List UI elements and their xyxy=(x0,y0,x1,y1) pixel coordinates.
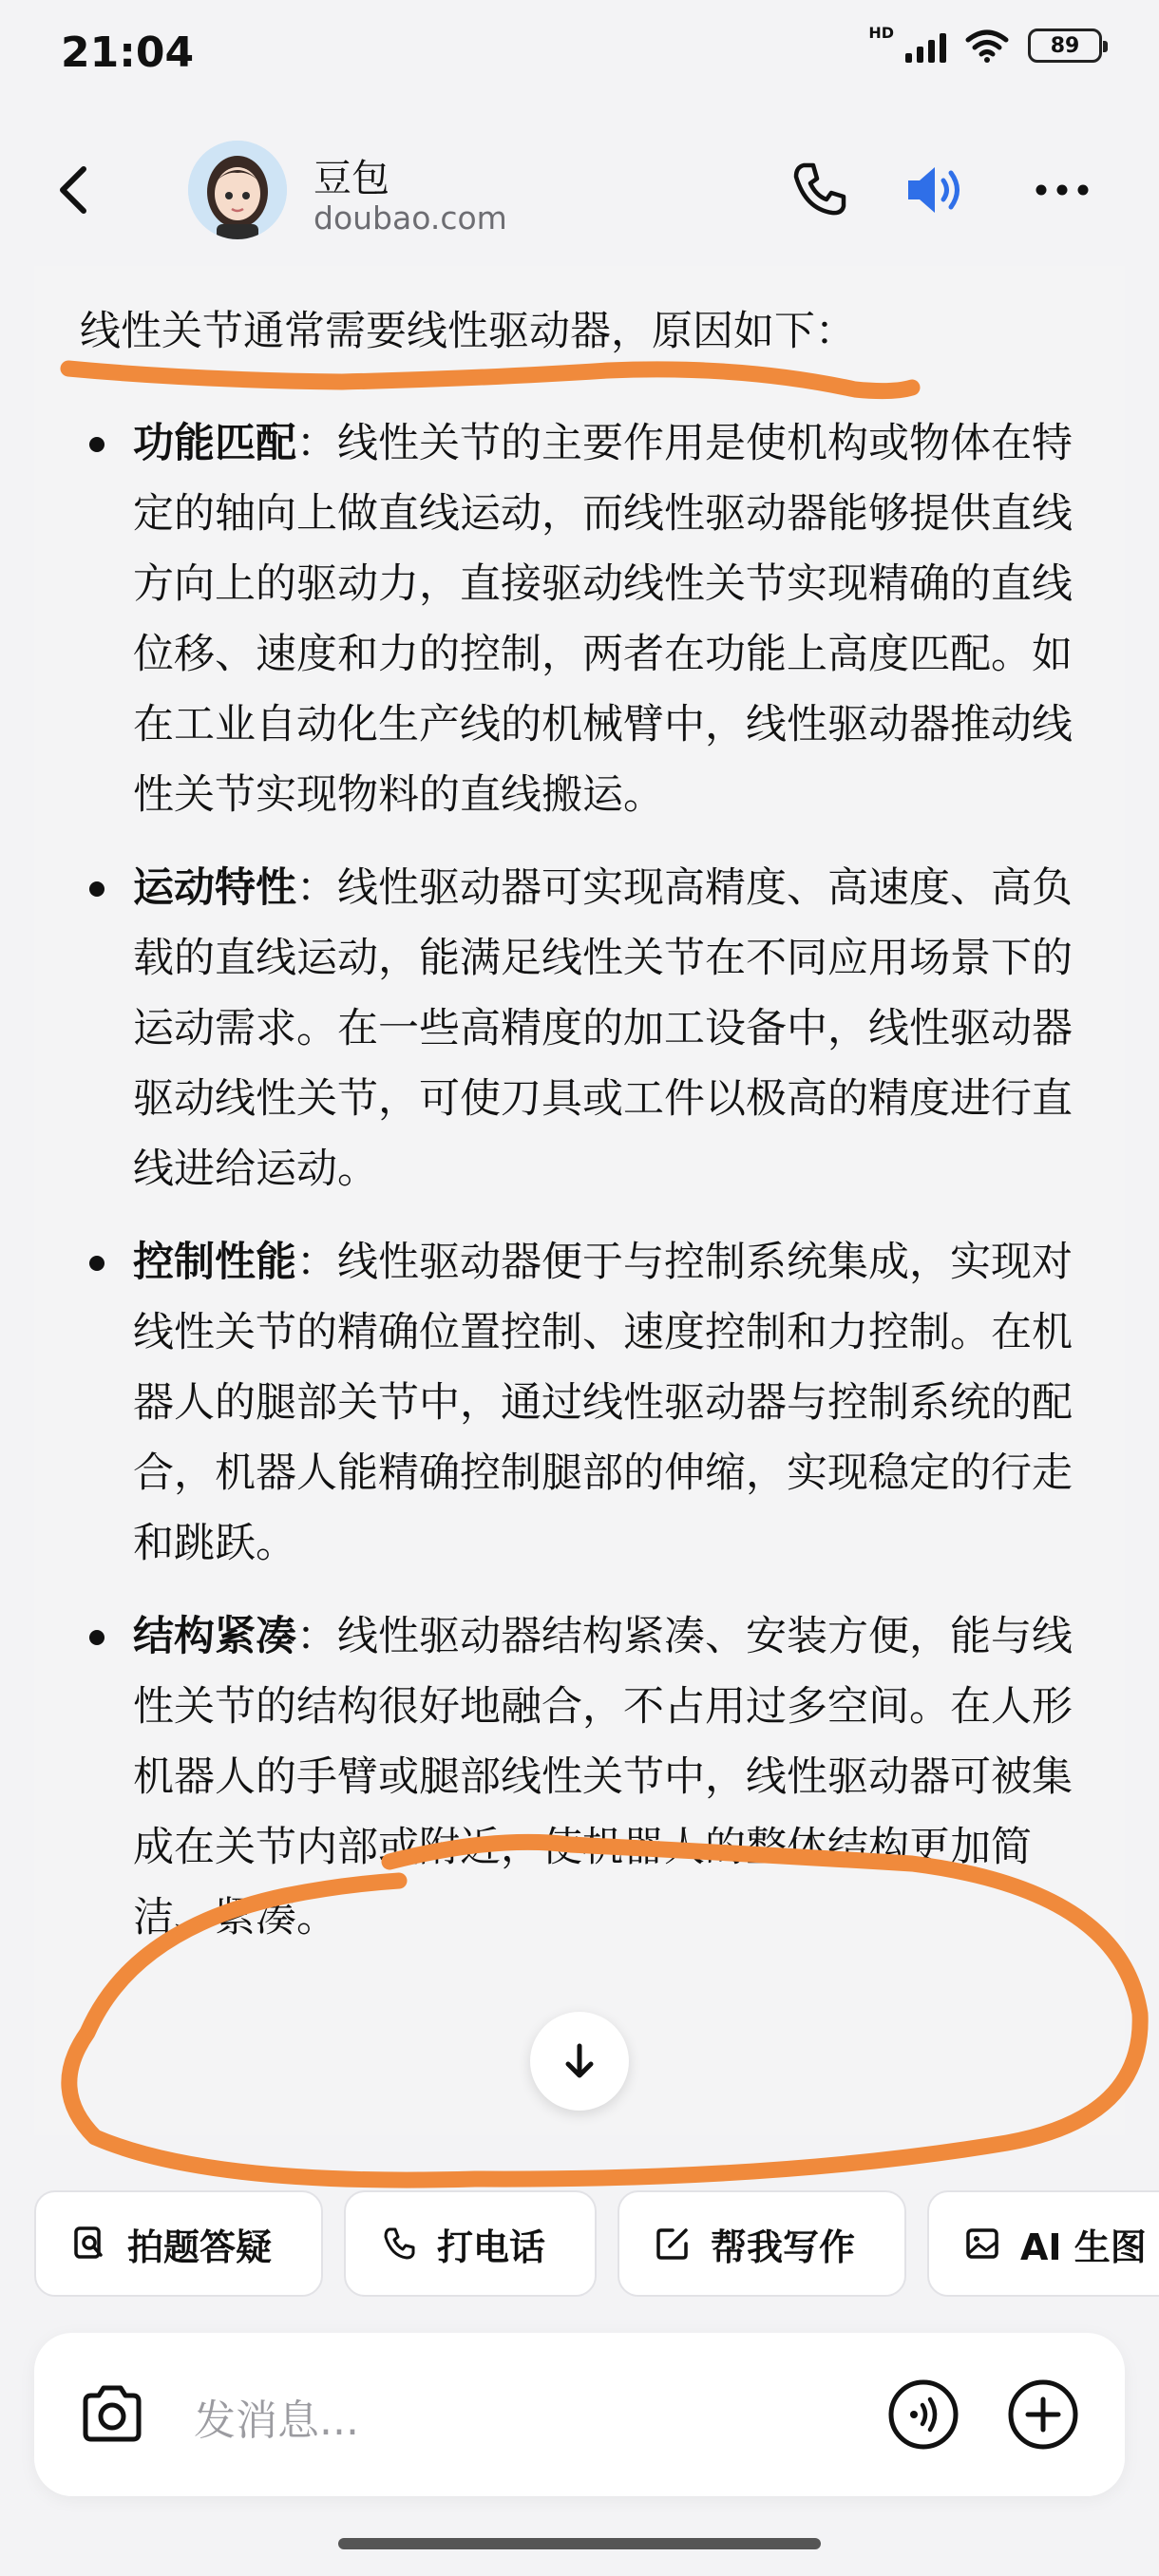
home-indicator xyxy=(338,2538,821,2549)
status-icons xyxy=(868,23,1102,63)
quick-actions xyxy=(34,2190,1159,2297)
list-item-title: 控制性能 xyxy=(133,1239,296,1286)
chip-label: 打电话 xyxy=(437,2226,546,2268)
bullet-dot xyxy=(89,881,104,897)
list-item-title: 功能匹配 xyxy=(133,420,296,467)
arrow-down-icon xyxy=(557,2038,602,2084)
battery-icon xyxy=(1028,28,1102,63)
wifi-icon xyxy=(965,28,1009,63)
chip-photo-question[interactable] xyxy=(34,2190,323,2297)
phone-icon xyxy=(380,2225,418,2263)
list-item-text: ：线性驱动器便于与控制系统集成，实现对线性关节的精确位置控制、速度控制和力控制。在机器人的腿部关节中，通过线性驱动器与控制系统的配合，机器人能精确控制腿部的伸缩，实现稳定的行走和跳跃。 xyxy=(133,1239,1073,1567)
signal-icon xyxy=(905,28,946,63)
plus-icon[interactable] xyxy=(1003,2375,1083,2454)
more-options-icon[interactable] xyxy=(1028,156,1096,224)
chip-ai-image[interactable] xyxy=(927,2190,1159,2297)
message-input-bar xyxy=(34,2333,1125,2496)
reason-list xyxy=(80,408,1087,1976)
chip-writing[interactable] xyxy=(618,2190,906,2297)
list-item-title: 运动特性 xyxy=(133,864,296,912)
bullet-dot xyxy=(89,1256,104,1271)
status-bar xyxy=(0,0,1159,114)
chat-header xyxy=(0,114,1159,266)
message-intro: 线性关节通常需要线性驱动器，原因如下： xyxy=(80,308,856,355)
bullet-dot xyxy=(89,1630,104,1645)
camera-icon[interactable] xyxy=(72,2375,152,2454)
edit-icon xyxy=(654,2225,692,2263)
status-time: 21:04 xyxy=(61,28,195,77)
speaker-icon[interactable] xyxy=(901,156,969,224)
chip-phone-call[interactable] xyxy=(344,2190,597,2297)
battery-level: 89 xyxy=(1050,33,1080,58)
bot-domain: doubao.com xyxy=(314,199,507,237)
list-item-text: ：线性关节的主要作用是使机构或物体在特定的轴向上做直线运动，而线性驱动器能够提供直线方向上的驱动力，直接驱动线性关节实现精确的直线位移、速度和力的控制，两者在功能上高度匹配。如在工业自动化生产线的机械臂中，线性驱动器推动线性关节实现物料的直线搬运。 xyxy=(133,420,1073,819)
bot-name: 豆包 xyxy=(314,157,390,200)
bot-message xyxy=(34,266,1125,2135)
chip-label: 拍题答疑 xyxy=(127,2226,273,2268)
list-item xyxy=(80,1227,1087,1579)
chip-label: AI 生图 xyxy=(1020,2226,1147,2268)
back-arrow-icon[interactable] xyxy=(48,161,104,218)
list-item xyxy=(80,853,1087,1204)
list-item-text: ：线性驱动器可实现高精度、高速度、高负载的直线运动，能满足线性关节在不同应用场景下的运动需求。在一些高精度的加工设备中，线性驱动器驱动线性关节，可使刀具或工件以极高的精度进行直线进给运动。 xyxy=(133,864,1073,1193)
image-icon xyxy=(963,2225,1001,2263)
network-type-label: HD xyxy=(868,23,894,42)
list-item-title: 结构紧凑 xyxy=(133,1613,296,1660)
list-item xyxy=(80,408,1087,830)
voice-wave-icon[interactable] xyxy=(884,2375,963,2454)
avatar-illustration xyxy=(188,141,287,239)
list-item-text: ：线性驱动器结构紧凑、安装方便，能与线性关节的结构很好地融合，不占用过多空间。在人形机器人的手臂或腿部线性关节中，线性驱动器可被集成在关节内部或附近，使机器人的整体结构更加简洁、紧凑。 xyxy=(133,1613,1073,1941)
phone-call-icon[interactable] xyxy=(785,156,853,224)
bot-avatar[interactable] xyxy=(188,141,287,239)
search-question-icon xyxy=(70,2225,108,2263)
list-item xyxy=(80,1601,1087,1953)
message-input[interactable]: 发消息... xyxy=(194,2396,359,2445)
scroll-to-bottom-button[interactable] xyxy=(530,2012,629,2111)
bullet-dot xyxy=(89,437,104,452)
chip-label: 帮我写作 xyxy=(711,2226,856,2268)
